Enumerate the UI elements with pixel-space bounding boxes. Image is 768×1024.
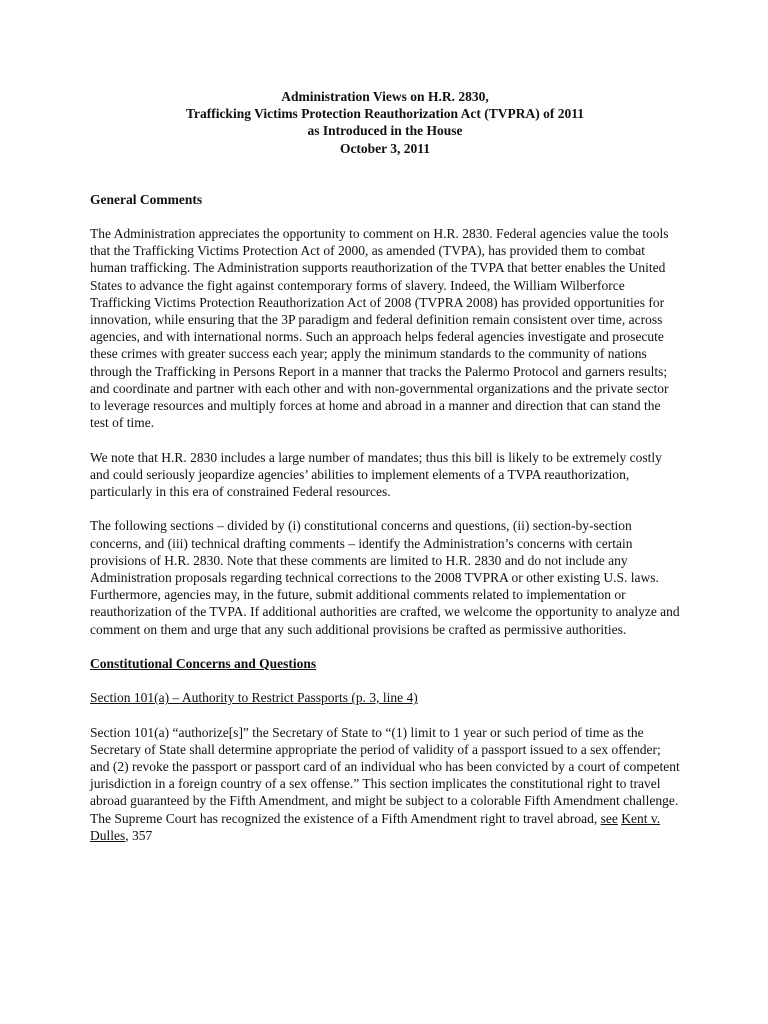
- title-line-3: as Introduced in the House: [307, 123, 463, 139]
- title-line-1: Administration Views on H.R. 2830,: [281, 89, 489, 104]
- section-101a-subheading: Section 101(a) – Authority to Restrict Passports (p. 3, line 4): [90, 690, 418, 706]
- section-101a-paragraph: [90, 724, 680, 844]
- general-comments-paragraph-3: The following sections – divided by (i) constitutional concerns and questions, (ii) section-by-section concerns, and (iii) technical drafting comments – identify the Administration’s concerns with certain provisions of H.R. 2830. Note that these comments are limited to H.R. 2830 and do not include any Administration proposals regarding technical corrections to the 2008 TVPRA or other existing U.S. laws. Furthermore, agencies may, in the future, submit additional comments related to implementation or reauthorization of the TVPA. If additional authorities are crafted, we welcome the opportunity to analyze and comment on them and urge that any such additional provisions be crafted as permissive authorities.: [90, 518, 680, 637]
- title-date: October 3, 2011: [339, 140, 431, 156]
- section-101a-text: Section 101(a) “authorize[s]” the Secretary of State to “(1) limit to 1 year or such period of time as the Secretary of State shall determine appropriate the period of validity of a passport issued to a sex offender; and (2) revoke the passport or passport card of an individual who has been convicted by a court of competent jurisdiction in a foreign country of a sex offense.” This section implicates the constitutional right to travel abroad guaranteed by the Fifth Amendment, and might be subject to a colorable Fifth Amendment challenge. The Supreme Court has recognized the existence of a Fifth Amendment right to travel abroad,: [90, 724, 680, 826]
- title-line-2: Trafficking Victims Protection Reauthorization Act (TVPRA) of 2011: [185, 106, 585, 122]
- citation-tail: , 357: [125, 827, 153, 843]
- constitutional-concerns-heading: Constitutional Concerns and Questions: [90, 656, 317, 672]
- case-citation-kent-v-dulles: Kent v. Dulles: [90, 810, 661, 843]
- general-comments-paragraph-1: The Administration appreciates the opportunity to comment on H.R. 2830. Federal agencies value the tools that the Trafficking Victims Protection Act of 2000, as amended (TVPA), has provided them to combat human trafficking. The Administration supports reauthorization of the TVPA that better enables the United States to advance the fight against contemporary forms of slavery. Indeed, the William Wilberforce Trafficking Victims Protection Reauthorization Act of 2008 (TVPRA 2008) has provided opportunities for innovation, while ensuring that the 3P paradigm and federal definition remain consistent over time, across agencies, and with international norms. Such an approach helps federal agencies investigate and prosecute these crimes with greater success each year; apply the minimum standards to the community of nations through the Trafficking in Persons Report in a manner that tracks the Palermo Protocol and garners results; and coordinate and partner with each other and with non-governmental organizations and the private sector to leverage resources and multiply forces at home and abroad in a manner and direction that can stand the test of time.: [90, 226, 669, 431]
- general-comments-heading: General Comments: [90, 191, 203, 207]
- see-signal: see: [600, 810, 618, 826]
- document-page: [90, 88, 680, 861]
- general-comments-paragraph-2: We note that H.R. 2830 includes a large number of mandates; thus this bill is likely to be extremely costly and could seriously jeopardize agencies’ abilities to implement elements of a TVPA reauthorization, particularly in this era of constrained Federal resources.: [90, 449, 662, 500]
- document-title-block: [90, 88, 680, 157]
